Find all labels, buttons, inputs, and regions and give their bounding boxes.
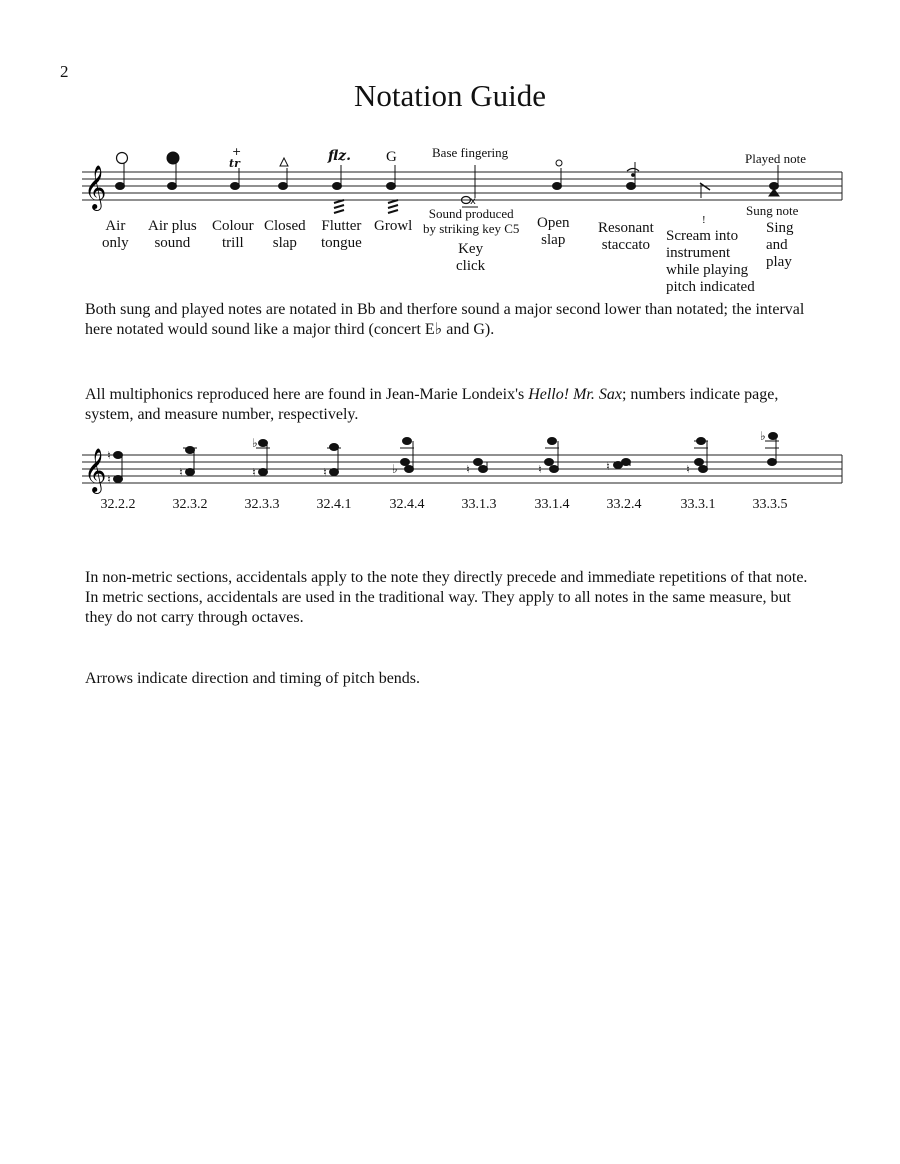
technique-label-colour-trill: Colour trill xyxy=(212,218,254,251)
growl-g-mark: G xyxy=(386,149,397,165)
multiphonic-label: 33.3.5 xyxy=(752,497,788,512)
multiphonic-label: 32.4.1 xyxy=(316,497,352,512)
treble-clef-2: 𝄞 xyxy=(84,448,107,492)
technique-label-resonant-staccato: Resonant staccato xyxy=(598,220,654,253)
svg-text:♮: ♮ xyxy=(323,466,327,479)
technique-staff xyxy=(82,172,842,200)
svg-text:+: + xyxy=(232,145,242,158)
svg-text:♮: ♮ xyxy=(179,466,183,479)
svg-text:♮: ♮ xyxy=(252,466,256,479)
multiphonic-label: 33.2.4 xyxy=(606,497,642,512)
svg-text:♮: ♮ xyxy=(686,463,690,476)
paragraph-arrows: Arrows indicate direction and timing of pitch bends. xyxy=(85,670,421,687)
notation-staves xyxy=(0,0,900,560)
svg-text:♮: ♮ xyxy=(107,449,111,462)
svg-text:tr: tr xyxy=(229,157,240,170)
multiphonics-staff xyxy=(82,455,842,483)
treble-clef-1: 𝄞 xyxy=(84,165,107,209)
multiphonic-label: 32.3.3 xyxy=(244,497,280,512)
page-title: Notation Guide xyxy=(354,78,546,113)
technique-label-closed-slap: Closed slap xyxy=(264,218,306,251)
technique-label-open-slap: Open slap xyxy=(537,215,570,248)
multiphonic-label: 33.1.3 xyxy=(461,497,497,512)
svg-text:x: x xyxy=(470,196,476,207)
technique-label-air-plus-sound: Air plus sound xyxy=(148,218,197,251)
paragraph-accidentals: In non-metric sections, accidentals apply to the note they directly precede and immediate repetitions of that note. In metric sections, accidentals are used in the traditional way. They apply to all notes in the same measure, but they do not carry through octaves. xyxy=(85,569,808,626)
base-fingering-label: Base fingering xyxy=(432,145,509,160)
technique-label-flutter-tongue: Flutter tongue xyxy=(321,218,362,251)
exclaim-mark: ! xyxy=(702,214,706,226)
multiphonic-label: 32.2.2 xyxy=(100,497,136,512)
technique-label-scream: Scream into instrument while playing pitch indicated xyxy=(666,228,755,295)
multiphonic-label: 32.4.4 xyxy=(389,497,425,512)
svg-text:♮: ♮ xyxy=(107,473,111,486)
multiphonic-label: 33.1.4 xyxy=(534,497,570,512)
filled-circle-symbol xyxy=(167,152,179,164)
multiphonic-chords xyxy=(107,429,779,486)
flz-mark: flz. xyxy=(328,148,352,164)
sung-note-label: Sung note xyxy=(746,203,799,218)
technique-label-key-click: Key click xyxy=(456,241,486,274)
technique-label-growl: Growl xyxy=(374,218,413,234)
paragraph-multiphonics: All multiphonics reproduced here are found in Jean-Marie Londeix's Hello! Mr. Sax; numbers indicate page, system, and measure number, respectively. xyxy=(85,386,779,423)
technique-label-sing-and-play: Sing and play xyxy=(766,220,794,270)
technique-label-air-only: Air only xyxy=(102,218,129,251)
svg-text:♭: ♭ xyxy=(760,429,766,443)
svg-text:♮: ♮ xyxy=(538,463,542,476)
multiphonic-label: 32.3.2 xyxy=(172,497,208,512)
svg-text:♮: ♮ xyxy=(466,463,470,476)
svg-text:♮: ♮ xyxy=(606,460,610,473)
svg-text:♭: ♭ xyxy=(392,462,398,476)
multiphonic-label: 33.3.1 xyxy=(680,497,716,512)
svg-text:♭: ♭ xyxy=(252,436,258,450)
paragraph-sung-played: Both sung and played notes are notated in Bb and therfore sound a major second lower than notated; the interval here notated would sound like a major third (concert E♭ and G). xyxy=(85,301,805,338)
book-title: Hello! Mr. Sax xyxy=(528,386,622,403)
technique-label-sound-produced: Sound produced by striking key C5 xyxy=(423,206,520,236)
air-circle-symbol xyxy=(117,153,128,164)
page-number: 2 xyxy=(60,62,69,81)
played-note-label: Played note xyxy=(745,151,807,166)
